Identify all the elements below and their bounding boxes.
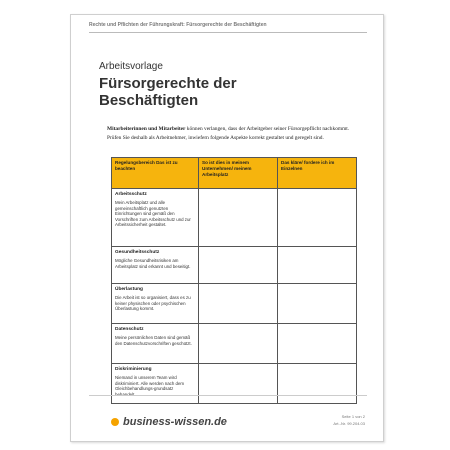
input-cell-demands[interactable] <box>278 364 357 404</box>
table-header-demands: Das kläre/ fordere ich im Einzelnen <box>278 158 357 189</box>
table-row <box>112 364 357 404</box>
row-title: Arbeitsschutz <box>115 192 147 197</box>
input-cell-demands[interactable] <box>278 324 357 364</box>
page-meta <box>333 413 365 427</box>
row-label-cell <box>112 364 199 404</box>
brand-name: business-wissen.de <box>123 416 227 428</box>
row-text: Mein Arbeitsplatz und alle gemeinschaftlich genutzten Einrichtungen sind gemäß den Vorschriften zum Arbeitsschutz und zur Arbeitssicherheit gestaltet. <box>115 200 191 228</box>
article-number: Art.-Nr. 99.204.03 <box>333 421 365 426</box>
row-title: Überlastung <box>115 287 143 292</box>
input-cell-demands[interactable] <box>278 189 357 247</box>
row-text: Die Arbeit ist so organisiert, dass es zu keiner physischen oder psychischen Überlastung kommt. <box>115 295 191 312</box>
checklist-table <box>111 157 357 404</box>
header-divider <box>89 32 367 33</box>
input-cell-demands[interactable] <box>278 247 357 284</box>
input-cell-demands[interactable] <box>278 284 357 324</box>
row-label-cell <box>112 324 199 364</box>
page-number: Seite 1 von 2 <box>341 414 365 419</box>
table-row <box>112 284 357 324</box>
table-header-current: So ist dies in meinem Unternehmen/ meinem Arbeitsplatz <box>199 158 278 189</box>
input-cell-current[interactable] <box>199 284 278 324</box>
intro-paragraph <box>107 125 357 143</box>
table-row <box>112 189 357 247</box>
row-title: Datenschutz <box>115 327 144 332</box>
row-label-cell <box>112 247 199 284</box>
brand-logo <box>111 416 227 428</box>
table-header-row <box>112 158 357 189</box>
input-cell-current[interactable] <box>199 364 278 404</box>
input-cell-current[interactable] <box>199 247 278 284</box>
document-title: Fürsorgerechte der Beschäftigten <box>99 75 237 109</box>
table-row <box>112 324 357 364</box>
running-header: Rechte und Pflichten der Führungskraft: Fürsorgerechte der Beschäftigten <box>89 22 267 28</box>
row-title: Diskriminierung <box>115 367 152 372</box>
row-text: Meine persönlichen Daten sind gemäß den Datenschutzvorschriften geschützt. <box>115 335 192 346</box>
intro-bold: Mitarbeiterinnen und Mitarbeiter <box>107 126 186 132</box>
intro-text: können verlangen, dass der Arbeitgeber seiner Fürsorgepflicht nachkommt. Prüfen Sie deshalb als Arbeitnehmer, inwiefern folgende Aspekte korrekt gestaltet und geregelt sind. <box>107 126 350 141</box>
document-type: Arbeitsvorlage <box>99 61 163 72</box>
row-title: Gesundheitsschutz <box>115 250 160 255</box>
row-label-cell <box>112 284 199 324</box>
input-cell-current[interactable] <box>199 324 278 364</box>
row-text: Niemand in unserem Team wird diskriminiert. Alle werden nach dem Gleichbehandlungs-grundsatz behandelt. <box>115 375 185 397</box>
document-page <box>70 14 384 442</box>
brand-dot-icon <box>111 418 119 426</box>
footer-divider <box>89 395 367 396</box>
table-row <box>112 247 357 284</box>
input-cell-current[interactable] <box>199 189 278 247</box>
row-text: Mögliche Gesundheitsrisiken am Arbeitsplatz sind erkannt und beseitigt. <box>115 258 191 269</box>
table-header-area: Regelungsbereich Das ist zu beachten <box>112 158 199 189</box>
row-label-cell <box>112 189 199 247</box>
